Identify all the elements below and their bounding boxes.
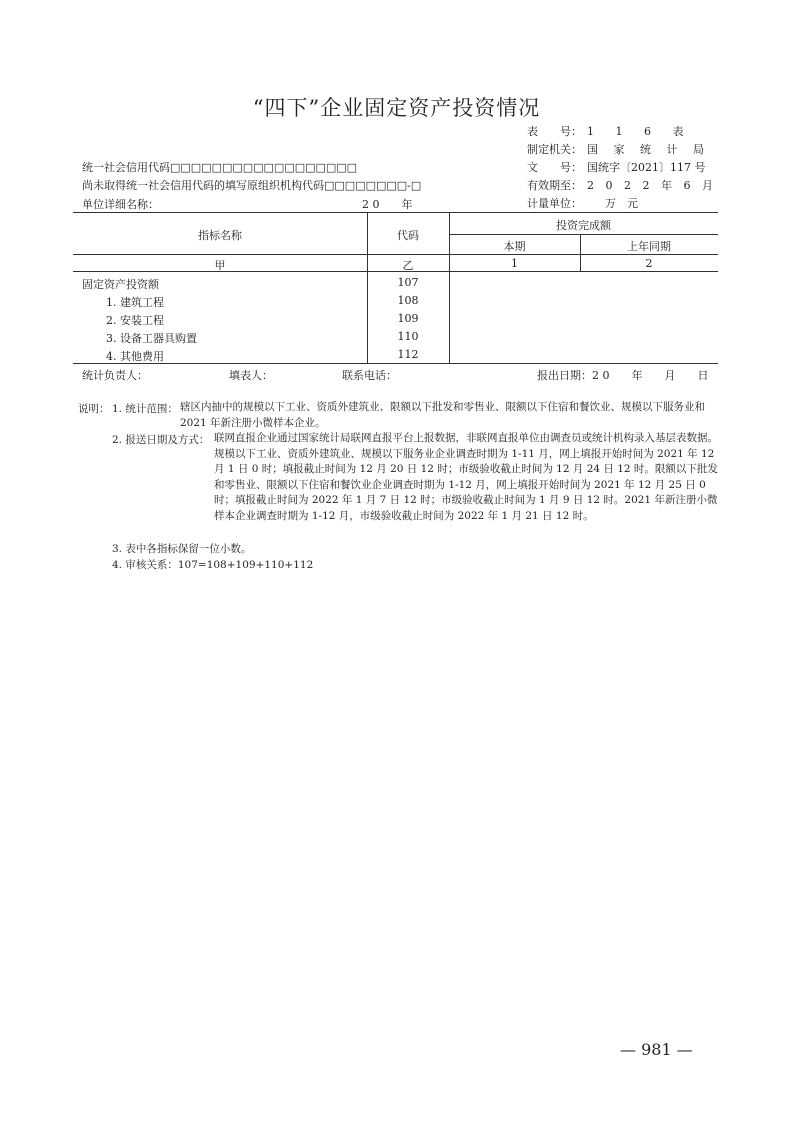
credit-code-line: 统一社会信用代码□□□□□□□□□□□□□□□□□□: [82, 161, 358, 174]
group-header-divider: [449, 234, 718, 235]
issuing-agency-label: 制定机关：: [527, 143, 582, 156]
table-row-code: 110: [397, 330, 419, 343]
notes-label: 说明：: [78, 403, 110, 415]
header-indicator-name: 指标名称: [198, 229, 242, 242]
unit-name-label: 单位详细名称：: [82, 198, 159, 211]
index-last-year: 2: [645, 257, 653, 270]
index-code: 乙: [402, 259, 414, 272]
page-title: “四下”企业固定资产投资情况: [252, 96, 541, 120]
note-1-body: 辖区内抽中的规模以下工业、资质外建筑业、限额以下批发和零售业、限额以下住宿和餐饮业、规模以下服务业和 2021 年新注册小微样本企业。: [180, 401, 705, 429]
header-current-period: 本期: [503, 240, 526, 253]
document-number: [527, 159, 706, 175]
table-number-value: 1 1 6 表: [587, 125, 693, 138]
phone-field: 联系电话：: [342, 369, 397, 382]
table-number-label: 表 号：: [527, 125, 582, 138]
header-investment-completed: 投资完成额: [556, 219, 611, 232]
table-top-border: [73, 212, 718, 213]
note-1-head: 1. 统计范围：: [112, 403, 178, 415]
table-row-code: 109: [397, 312, 419, 325]
table-row-name: 3. 设备工器具购置: [106, 332, 197, 345]
note-3: 3. 表中各指标保留一位小数。: [112, 543, 252, 555]
table-row-code: 107: [397, 276, 419, 289]
document-number-value: 国统字〔2021〕117 号: [587, 161, 706, 174]
measurement-unit-value: 万 元: [605, 197, 638, 210]
issuing-agency-value: 国 家 统 计 局: [587, 143, 710, 156]
org-code-line: 尚未取得统一社会信用代码的填写原组织机构代码□□□□□□□□-□: [82, 179, 422, 192]
issuing-agency: [527, 141, 710, 157]
table-row-name: 固定资产投资额: [82, 278, 159, 291]
stat-head-field: 统计负责人：: [82, 369, 148, 382]
valid-until: [527, 177, 717, 193]
page-number: — 981 —: [620, 1040, 693, 1059]
index-current: 1: [511, 257, 518, 270]
note-2-body: 联网直报企业通过国家统计局联网直报平台上报数据，非联网直报单位由调查员或统计机构录入基层表数据。规模以下工业、资质外建筑业、规模以下服务业企业调查时期为 1-11 月，网上填报开始时间为 2021 年 12 月 1 日 0 时；填报截止时间为 12 月 20 日 12 时；市级验收截止时间为 12 月 24 日 12 时。限额以下批发和零售业、限额以下住宿和餐饮业企业调查时期为 1-12 月，网上填报开始时间为 2021 年 12 月 25 日 0 时；填报截止时间为 2022 年 1 月 7 日 12 时；市级验收截止时间为 1 月 9 日 12 时。2021 年新注册小微样本企业调查时期为 1-12 月，市级验收截止时间为 2022 年 1 月 21 日 12 时。: [214, 432, 718, 522]
table-row-name: 4. 其他费用: [106, 350, 164, 363]
table-row-name: 2. 安装工程: [106, 314, 164, 327]
table-row-code: 108: [397, 294, 419, 307]
measurement-unit: [527, 195, 638, 211]
col-divider-values: [449, 212, 450, 364]
header-bottom-border: [73, 254, 718, 255]
measurement-unit-label: 计量单位：: [527, 197, 582, 210]
index-indicator: 甲: [214, 259, 226, 272]
valid-until-label: 有效期至：: [527, 179, 582, 192]
table-bottom-border: [73, 363, 718, 364]
report-date-field: 报出日期：2 0 年 月 日: [537, 369, 709, 382]
table-row-name: 1. 建筑工程: [106, 296, 164, 309]
note-2-head: 2. 报送日期及方式：: [112, 434, 210, 446]
table-row-code: 112: [397, 348, 419, 361]
document-number-label: 文 号：: [527, 161, 582, 174]
year-field: 2 0 年: [362, 198, 413, 211]
table-number: [527, 123, 693, 139]
header-code: 代码: [397, 229, 419, 242]
header-same-period-last-year: 上年同期: [627, 240, 671, 253]
valid-until-value: 2 0 2 2 年 6 月: [587, 179, 717, 192]
note-4: 4. 审核关系：107=108+109+110+112: [112, 559, 314, 571]
filler-field: 填表人：: [229, 369, 273, 382]
